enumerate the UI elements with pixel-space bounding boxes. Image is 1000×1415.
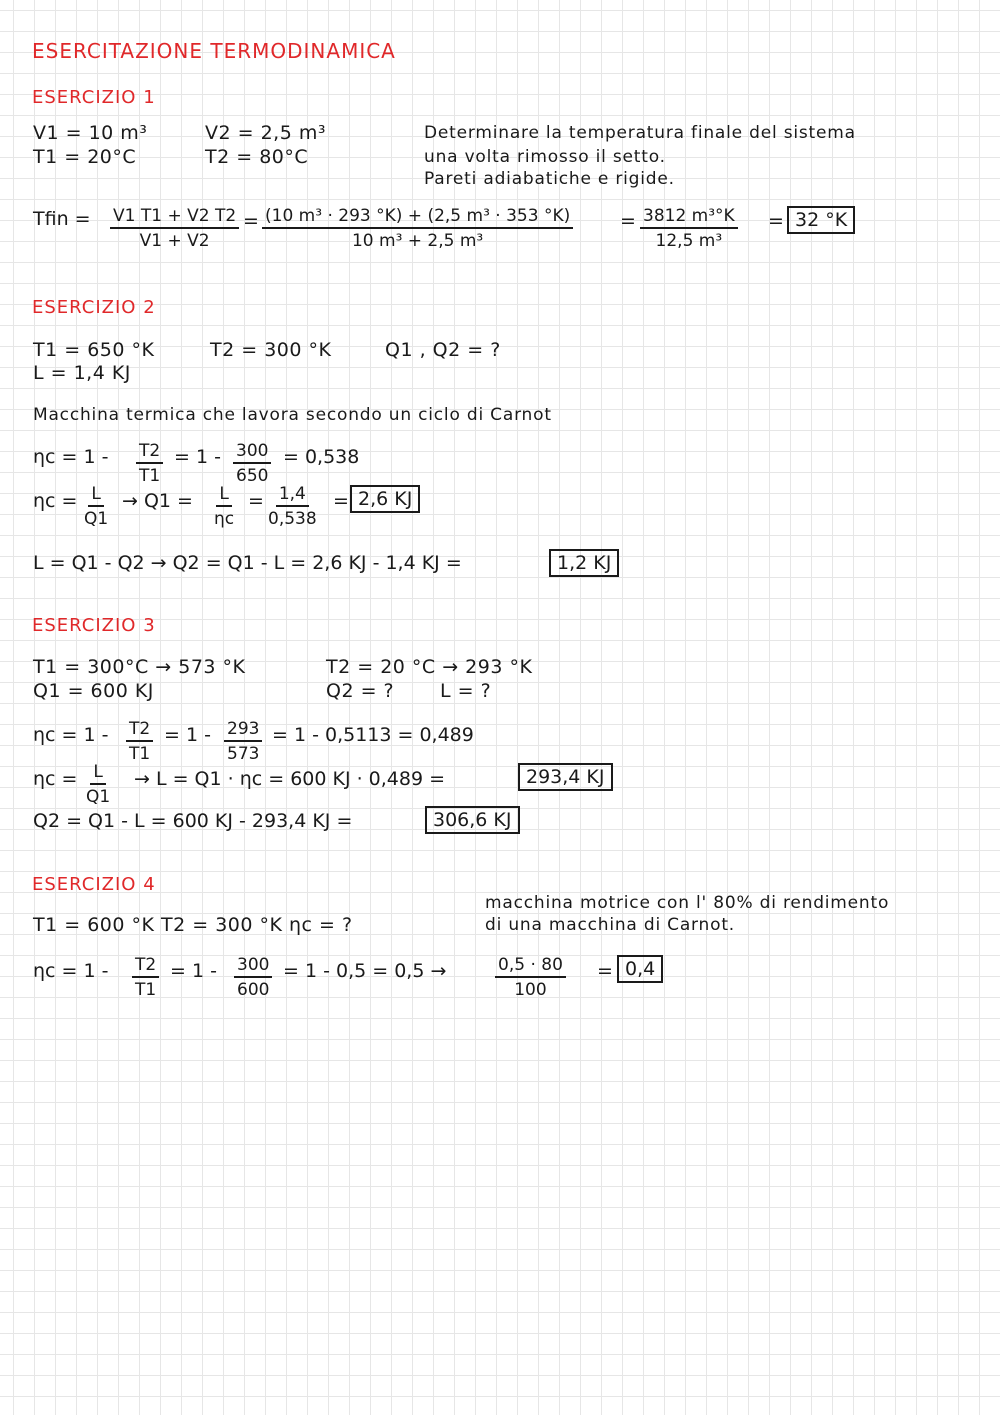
fraction-denominator: 10 m³ + 2,5 m³ <box>351 231 484 251</box>
ex2-equals-one-minus: = 1 - <box>174 446 221 468</box>
ex2-fraction-t2-t1 <box>136 441 163 486</box>
fraction-denominator: V1 + V2 <box>139 231 210 251</box>
ex1-t2: T2 = 80°C <box>205 146 309 168</box>
ex2-t2: T2 = 300 °K <box>210 339 332 361</box>
exercise-3-heading: ESERCIZIO 3 <box>32 615 156 636</box>
fraction-numerator: T2 <box>136 441 163 464</box>
exercise-2-heading: ESERCIZIO 2 <box>32 297 156 318</box>
fraction-numerator: L <box>90 762 105 785</box>
ex3-eta-result: = 1 - 0,5113 = 0,489 <box>272 724 474 746</box>
fraction-numerator: (10 m³ · 293 °K) + (2,5 m³ · 353 °K) <box>262 206 573 229</box>
ex3-q2: Q2 = ? <box>326 680 395 702</box>
ex1-fraction-1 <box>110 206 239 251</box>
fraction-denominator: ηc <box>214 509 235 529</box>
fraction-denominator: 12,5 m³ <box>655 231 723 251</box>
ex3-l-result-box: 293,4 KJ <box>518 763 613 791</box>
fraction-denominator: T1 <box>135 980 157 1000</box>
fraction-denominator: Q1 <box>86 787 111 807</box>
ex2-unknowns: Q1 , Q2 = ? <box>385 339 501 361</box>
ex3-equals-one-minus: = 1 - <box>164 724 211 746</box>
fraction-denominator: 650 <box>236 466 269 486</box>
ex1-v1: V1 = 10 m³ <box>33 122 148 144</box>
fraction-denominator: 573 <box>227 744 260 764</box>
equals-sign: = <box>333 490 349 512</box>
ex1-note-line-3: Pareti adiabatiche e rigide. <box>424 169 675 189</box>
ex2-fraction-l-q1 <box>84 484 108 529</box>
fraction-numerator: L <box>216 484 231 507</box>
equals-sign: = <box>620 210 636 232</box>
fraction-numerator: T2 <box>126 719 153 742</box>
ex2-arrow-q1: → Q1 = <box>122 490 193 512</box>
ex1-result-box: 32 °K <box>787 206 855 234</box>
ex2-t1: T1 = 650 °K <box>33 339 155 361</box>
ex3-t1: T1 = 300°C → 573 °K <box>33 656 246 678</box>
exercise-4-heading: ESERCIZIO 4 <box>32 874 156 895</box>
fraction-denominator: 0,538 <box>268 509 317 529</box>
ex3-q1: Q1 = 600 KJ <box>33 680 154 702</box>
ex4-note-line-1: macchina motrice con l' 80% di rendimento <box>485 893 890 913</box>
ex4-mid-equation: = 1 - 0,5 = 0,5 → <box>283 960 447 982</box>
ex4-note-line-2: di una macchina di Carnot. <box>485 915 735 935</box>
ex3-eta2-label: ηc = <box>33 768 78 790</box>
ex1-v2: V2 = 2,5 m³ <box>205 122 326 144</box>
fraction-numerator: L <box>88 484 103 507</box>
page-title: ESERCITAZIONE TERMODINAMICA <box>32 39 396 63</box>
ex3-fraction-293-573 <box>224 719 262 764</box>
fraction-numerator: 300 <box>233 441 271 464</box>
ex2-q2-equation: L = Q1 - Q2 → Q2 = Q1 - L = 2,6 KJ - 1,4 KJ = <box>33 552 462 574</box>
ex1-fraction-2 <box>262 206 573 251</box>
ex2-eta2-label: ηc = <box>33 490 78 512</box>
equals-sign: = <box>248 490 264 512</box>
equals-sign: = <box>243 210 259 232</box>
ex4-fraction-300-600 <box>234 955 272 1000</box>
ex4-eta-label: ηc = 1 - <box>33 960 109 982</box>
ex2-q2-result-box: 1,2 KJ <box>549 549 619 577</box>
ex3-q2-result-box: 306,6 KJ <box>425 806 520 834</box>
ex1-t1: T1 = 20°C <box>33 146 137 168</box>
fraction-numerator: 293 <box>224 719 262 742</box>
fraction-numerator: 300 <box>234 955 272 978</box>
equals-sign: = <box>768 210 784 232</box>
fraction-numerator: 1,4 <box>276 484 309 507</box>
ex2-fraction-l-eta <box>214 484 234 529</box>
ex2-eta-label: ηc = 1 - <box>33 446 109 468</box>
exercise-1-heading: ESERCIZIO 1 <box>32 87 156 108</box>
ex2-fraction-300-650 <box>233 441 271 486</box>
ex1-note-line-1: Determinare la temperatura finale del sistema <box>424 123 856 143</box>
ex4-fraction-t2-t1 <box>132 955 159 1000</box>
ex3-q2-equation: Q2 = Q1 - L = 600 KJ - 293,4 KJ = <box>33 810 353 832</box>
fraction-denominator: Q1 <box>84 509 109 529</box>
fraction-numerator: V1 T1 + V2 T2 <box>110 206 239 229</box>
ex4-result-box: 0,4 <box>617 955 663 983</box>
ex3-fraction-l-q1 <box>86 762 110 807</box>
ex2-description: Macchina termica che lavora secondo un ciclo di Carnot <box>33 405 552 425</box>
fraction-numerator: 3812 m³°K <box>640 206 738 229</box>
ex2-q1-result-box: 2,6 KJ <box>350 485 420 513</box>
ex1-note-line-2: una volta rimosso il setto. <box>424 147 666 167</box>
ex2-eta-result: = 0,538 <box>283 446 360 468</box>
ex3-l-equation: → L = Q1 · ηc = 600 KJ · 0,489 = <box>134 768 446 790</box>
ex4-equals-one-minus: = 1 - <box>170 960 217 982</box>
ex2-l: L = 1,4 KJ <box>33 362 131 384</box>
ex3-t2: T2 = 20 °C → 293 °K <box>326 656 533 678</box>
ex4-given: T1 = 600 °K T2 = 300 °K ηc = ? <box>33 914 353 936</box>
ex1-tfin-label: Tfin = <box>33 208 91 230</box>
ex3-l: L = ? <box>440 680 492 702</box>
equals-sign: = <box>597 960 613 982</box>
fraction-denominator: T1 <box>129 744 151 764</box>
ex4-fraction-0-5-80-100 <box>495 955 566 1000</box>
fraction-numerator: 0,5 · 80 <box>495 955 566 978</box>
fraction-numerator: T2 <box>132 955 159 978</box>
fraction-denominator: 600 <box>237 980 270 1000</box>
ex3-fraction-t2-t1 <box>126 719 153 764</box>
ex1-fraction-3 <box>640 206 738 251</box>
fraction-denominator: T1 <box>139 466 161 486</box>
ex2-fraction-1-4-0-538 <box>268 484 317 529</box>
ex3-eta-label: ηc = 1 - <box>33 724 109 746</box>
fraction-denominator: 100 <box>514 980 547 1000</box>
